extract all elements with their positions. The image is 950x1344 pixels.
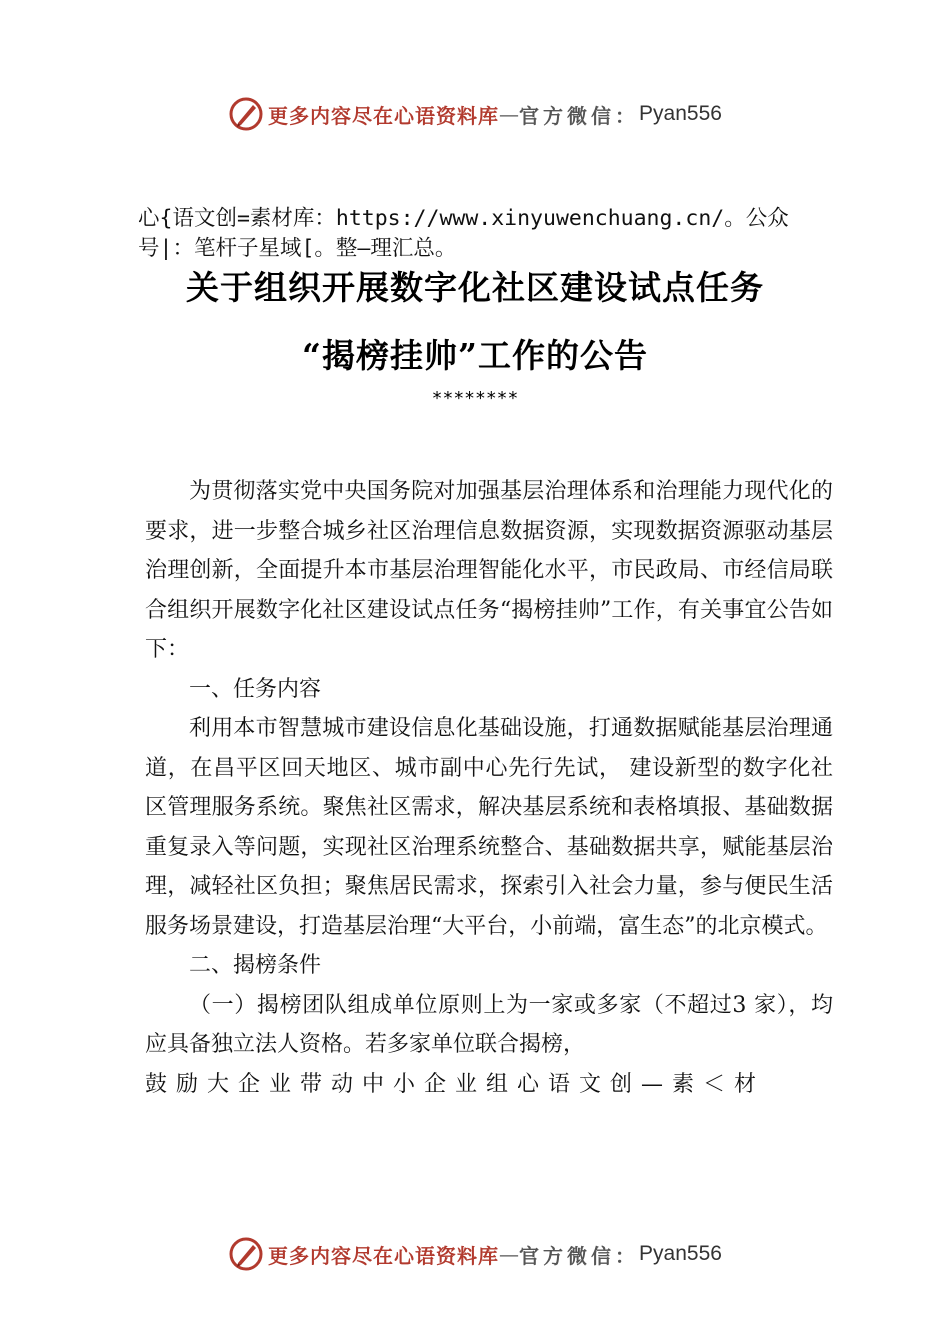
- condition-paragraph-1-last-line: 鼓励大企业带动中小企业组心语文创—素＜材: [145, 1071, 766, 1097]
- header-wechat-id: Pyan556: [639, 102, 722, 125]
- document-number-placeholder: ********: [431, 388, 519, 409]
- pen-logo-icon: [228, 1236, 264, 1272]
- footer-wechat-label: 官方微信：: [519, 1243, 640, 1268]
- section-heading-conditions: 二、揭榜条件: [189, 953, 322, 978]
- document-title-line-1: 关于组织开展数字化社区建设试点任务: [186, 268, 764, 307]
- header-separator: —: [499, 102, 520, 126]
- footer-banner: [0, 1234, 950, 1274]
- footer-brand-text: 更多内容尽在心语资料库: [268, 1243, 500, 1268]
- document-body: [145, 472, 833, 1104]
- header-brand-text: 更多内容尽在心语资料库: [268, 103, 500, 128]
- document-title-line-2: “揭榜挂帅”工作的公告: [302, 336, 648, 375]
- header-wechat-label: 官方微信：: [519, 103, 640, 128]
- watermark-line-1: 心{语文创=素材库：https://www.xinyuwenchuang.cn/。公众: [138, 206, 789, 231]
- watermark-line-2: 号|：笔杆子星域[。整—理汇总。: [138, 236, 457, 261]
- footer-separator: —: [499, 1242, 520, 1266]
- condition-paragraph-1: （一）揭榜团队组成单位原则上为一家或多家（不超过3 家），均应具备独立法人资格。若多家单位联合揭榜，: [145, 992, 833, 1057]
- intro-paragraph: 为贯彻落实党中央国务院对加强基层治理体系和治理能力现代化的要求，进一步整合城乡社区治理信息数据资源，实现数据资源驱动基层治理创新，全面提升本市基层治理智能化水平，市民政局、市经信局联合组织开展数字化社区建设试点任务“揭榜挂帅”工作，有关事宜公告如下：: [145, 479, 833, 662]
- pen-logo-icon: [228, 96, 264, 132]
- source-watermark: [138, 204, 838, 264]
- section-heading-task: 一、任务内容: [189, 676, 322, 702]
- header-banner: [0, 94, 950, 134]
- task-paragraph: 利用本市智慧城市建设信息化基础设施，打通数据赋能基层治理通道，在昌平区回天地区、城市副中心先行先试， 建设新型的数字化社区管理服务系统。聚焦社区需求，解决基层系统和表格填报、基础数据重复录入等问题，实现社区治理系统整合、基础数据共享，赋能基层治理，减轻社区负担；聚焦居民需求，探索引入社会力量，参与便民生活服务场景建设，打造基层治理“大平台，小前端，富生态”的北京模式。: [145, 716, 833, 939]
- footer-wechat-id: Pyan556: [639, 1242, 722, 1265]
